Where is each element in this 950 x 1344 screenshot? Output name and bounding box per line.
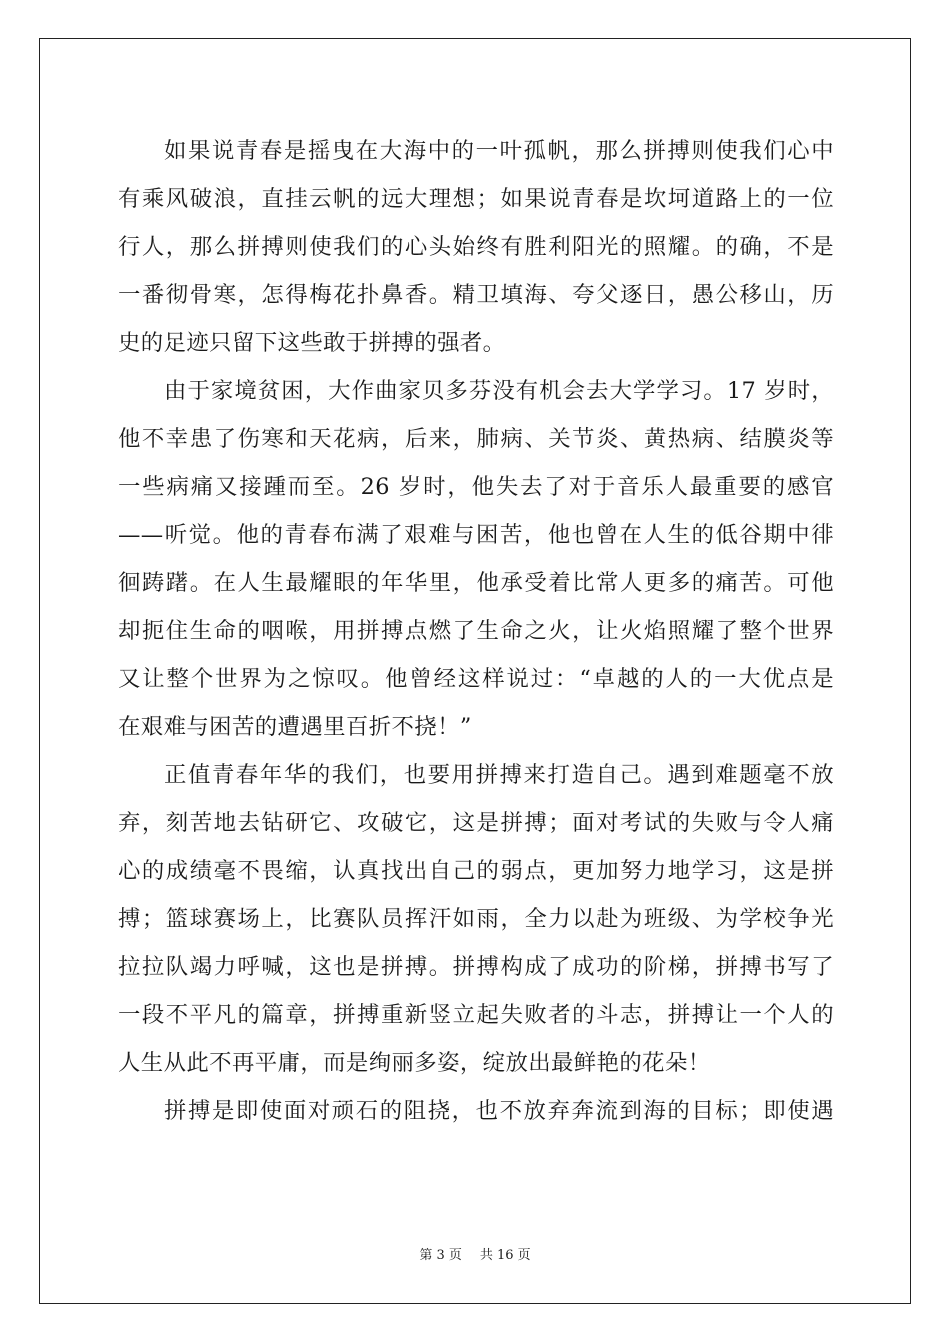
text-line: 徊踌躇。在人生最耀眼的年华里，他承受着比常人更多的痛苦。可他 xyxy=(118,570,834,596)
text-line: 却扼住生命的咽喉，用拼搏点燃了生命之火，让火焰照耀了整个世界 xyxy=(118,618,834,644)
text-line: 拉拉队竭力呼喊，这也是拼搏。拼搏构成了成功的阶梯，拼搏书写了 xyxy=(118,954,834,980)
text-line: 又让整个世界为之惊叹。他曾经这样说过：“卓越的人的一大优点是 xyxy=(118,666,834,692)
text-line: 一些病痛又接踵而至。26 岁时，他失去了对于音乐人最重要的感官 xyxy=(118,474,834,500)
page-footer xyxy=(0,1247,950,1265)
text-line: 正值青春年华的我们，也要用拼搏来打造自己。遇到难题毫不放 xyxy=(164,762,834,788)
text-line: ——听觉。他的青春布满了艰难与困苦，他也曾在人生的低谷期中徘 xyxy=(118,522,834,548)
text-line: 如果说青春是摇曳在大海中的一叶孤帆，那么拼搏则使我们心中 xyxy=(164,138,834,164)
text-line: 由于家境贫困，大作曲家贝多芬没有机会去大学学习。17 岁时， xyxy=(164,378,834,404)
text-line: 史的足迹只留下这些敢于拼搏的强者。 xyxy=(118,330,506,356)
text-line: 心的成绩毫不畏缩，认真找出自己的弱点，更加努力地学习，这是拼 xyxy=(118,858,834,884)
text-line: 在艰难与困苦的遭遇里百折不挠！” xyxy=(118,714,472,740)
text-line: 人生从此不再平庸，而是绚丽多姿，绽放出最鲜艳的花朵！ xyxy=(118,1050,711,1076)
text-line: 行人，那么拼搏则使我们的心头始终有胜利阳光的照耀。的确，不是 xyxy=(118,234,834,260)
text-line: 拼搏是即使面对顽石的阻挠，也不放弃奔流到海的目标；即使遇 xyxy=(164,1098,834,1124)
text-line: 搏；篮球赛场上，比赛队员挥汗如雨，全力以赴为班级、为学校争光 xyxy=(118,906,834,932)
text-line: 一段不平凡的篇章，拼搏重新竖立起失败者的斗志，拼搏让一个人的 xyxy=(118,1002,834,1028)
page-number: 第 3 页 xyxy=(419,1248,462,1263)
text-line: 他不幸患了伤寒和天花病，后来，肺病、关节炎、黄热病、结膜炎等 xyxy=(118,426,834,452)
text-line: 一番彻骨寒，怎得梅花扑鼻香。精卫填海、夸父逐日，愚公移山，历 xyxy=(118,282,834,308)
text-line: 弃，刻苦地去钻研它、攻破它，这是拼搏；面对考试的失败与令人痛 xyxy=(118,810,834,836)
page-total: 共 16 页 xyxy=(479,1248,531,1263)
text-line: 有乘风破浪，直挂云帆的远大理想；如果说青春是坎坷道路上的一位 xyxy=(118,186,834,212)
